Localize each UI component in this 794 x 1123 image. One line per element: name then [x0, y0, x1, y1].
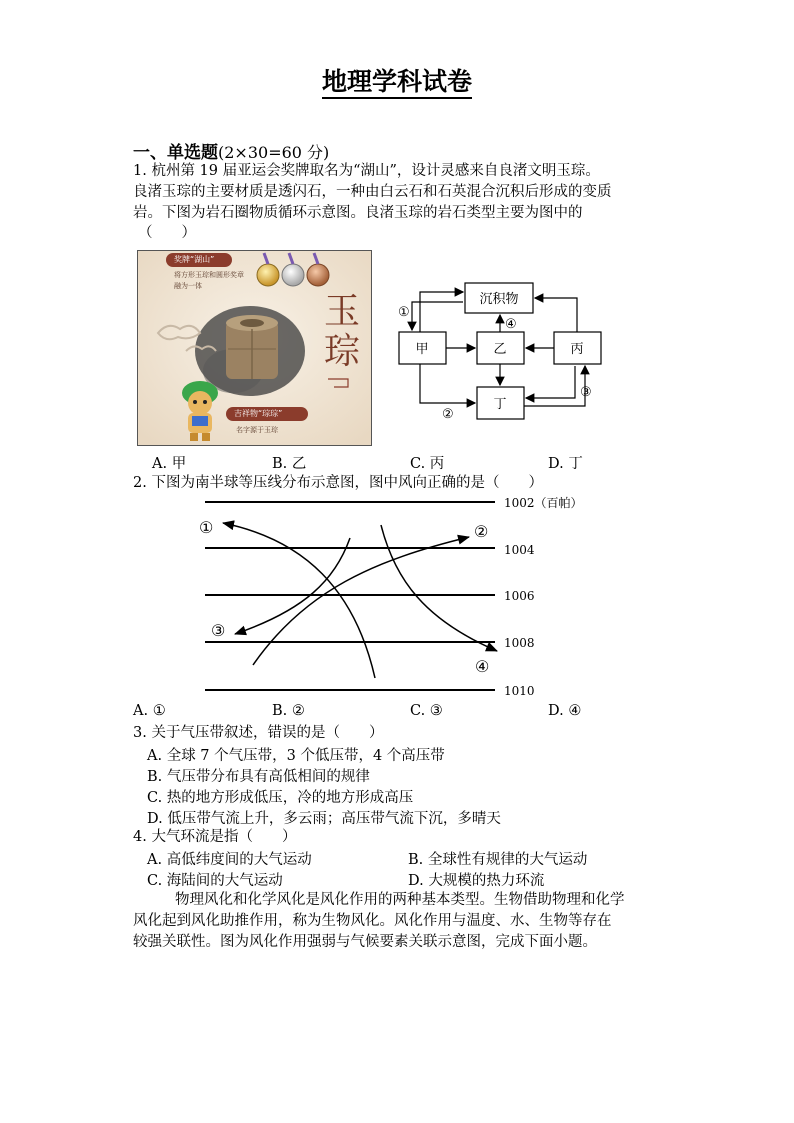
wind-arrow-2	[253, 537, 469, 665]
q1-line-1: 1. 杭州第 19 届亚运会奖牌取名为“湖山”，设计灵感来自良渚文明玉琮。	[133, 163, 600, 179]
jade-cong-photo	[137, 250, 372, 446]
q3-option-d[interactable]: D. 低压带气流上升，多云雨；高压带气流下沉，多晴天	[147, 811, 501, 827]
label-yi: 乙	[493, 342, 507, 357]
medal-desc	[174, 270, 244, 292]
marker-1: ①	[398, 305, 410, 320]
q4-option-a[interactable]: A. 高低纬度间的大气运动	[147, 852, 312, 868]
q2-option-c[interactable]: C. ③	[410, 703, 443, 719]
q4-option-d[interactable]: D. 大规模的热力环流	[408, 873, 545, 889]
mascot-desc: 名字源于玉琮	[236, 426, 278, 434]
isobar-diagram	[195, 490, 595, 705]
q4-option-b[interactable]: B. 全球性有规律的大气运动	[408, 852, 588, 868]
silver-medal	[282, 264, 304, 286]
q2-text: 2. 下图为南半球等压线分布示意图，图中风向正确的是（ ）	[133, 475, 543, 491]
wind-marker-3: ③	[211, 621, 226, 640]
q3-option-b[interactable]: B. 气压带分布具有高低相间的规律	[147, 769, 370, 785]
passage-line-3: 较强关联性。图为风化作用强弱与气候要素关联示意图，完成下面小题。	[133, 934, 597, 950]
wind-marker-4: ④	[475, 657, 490, 676]
wind-arrow-1	[223, 523, 375, 678]
q4-text: 4. 大气环流是指（ ）	[133, 829, 297, 845]
marker-2: ②	[442, 407, 454, 422]
bronze-medal	[307, 264, 329, 286]
isobar-label-1006: 1006	[504, 589, 535, 603]
isobar-label-1010: 1010	[504, 684, 535, 698]
q4-option-c[interactable]: C. 海陆间的大气运动	[147, 873, 283, 889]
q1-line-3: 岩。下图为岩石圈物质循环示意图。良渚玉琮的岩石类型主要为图中的	[133, 205, 583, 221]
gold-medal	[257, 264, 279, 286]
medal-label: 奖牌“湖山”	[174, 255, 215, 264]
q1-option-d[interactable]: D. 丁	[548, 456, 583, 472]
q1-option-a[interactable]: A. 甲	[152, 456, 187, 472]
q1-option-c[interactable]: C. 丙	[410, 456, 445, 472]
passage-line-2: 风化起到风化助推作用，称为生物风化。风化作用与温度、水、生物等存在	[133, 913, 612, 929]
isobar-label-1008: 1008	[504, 636, 535, 650]
q1-line-4: （ ）	[138, 225, 196, 241]
medal-desc-line-2: 融为一体	[174, 282, 202, 290]
q1-line-2: 良渚玉琮的主要材质是透闪石，一种由白云石和石英混合沉积后形成的变质	[133, 184, 612, 200]
page-title: 地理学科试卷	[0, 62, 794, 98]
q3-text: 3. 关于气压带叙述，错误的是（ ）	[133, 725, 384, 741]
section-score: (2×30=60 分)	[218, 143, 330, 162]
mascot-label: 吉祥物“琮琮”	[234, 409, 283, 418]
section-label: 一、单选题	[133, 143, 218, 163]
q1-option-b[interactable]: B. 乙	[272, 456, 307, 472]
q3-option-c[interactable]: C. 热的地方形成低压，冷的地方形成高压	[147, 790, 414, 806]
label-ding: 丁	[493, 397, 507, 412]
marker-3: ③	[580, 385, 592, 400]
q2-option-d[interactable]: D. ④	[548, 703, 582, 719]
big-char-yu: 玉	[324, 291, 361, 332]
wind-arrow-4	[381, 525, 497, 651]
medal-desc-line-1: 将方形玉琮和圆形奖章	[174, 271, 244, 279]
marker-4: ④	[505, 317, 517, 332]
rock-cycle-diagram	[390, 278, 610, 428]
isobar-label-1002: 1002（百帕）	[504, 496, 583, 510]
label-bing: 丙	[570, 342, 584, 357]
wind-marker-2: ②	[474, 522, 489, 541]
q2-option-b[interactable]: B. ②	[272, 703, 305, 719]
q3-option-a[interactable]: A. 全球 7 个气压带，3 个低压带，4 个高压带	[147, 748, 445, 764]
label-jia: 甲	[415, 342, 429, 357]
passage-line-1: 物理风化和化学风化是风化作用的两种基本类型。生物借助物理和化学	[175, 892, 625, 908]
section-heading	[133, 138, 329, 163]
q2-option-a[interactable]: A. ①	[133, 703, 166, 719]
isobar-label-1004: 1004	[504, 543, 535, 557]
label-sediment: 沉积物	[479, 292, 519, 307]
wind-marker-1: ①	[199, 518, 214, 537]
big-char-cong: 琮	[324, 331, 361, 372]
